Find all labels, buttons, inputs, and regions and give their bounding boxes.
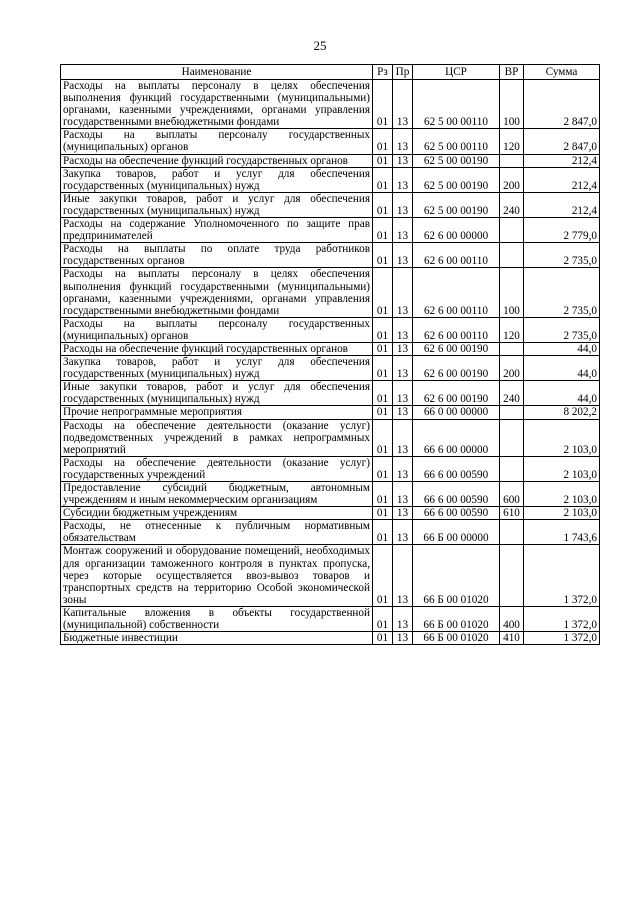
row-vr: 610: [500, 507, 524, 520]
row-rz: 01: [373, 154, 393, 167]
header-sum: Сумма: [524, 65, 600, 80]
row-name: Иные закупки товаров, работ и услуг для обеспечения государственных (муниципальных) нужд: [61, 381, 373, 406]
header-name: Наименование: [61, 65, 373, 80]
row-name: Закупка товаров, работ и услуг для обеспечения государственных (муниципальных) нужд: [61, 167, 373, 192]
row-sum: 8 202,2: [524, 406, 600, 419]
row-name: Расходы на обеспечение функций государственных органов: [61, 154, 373, 167]
row-name: Субсидии бюджетным учреждениям: [61, 507, 373, 520]
row-sum: 2 735,0: [524, 243, 600, 268]
row-name: Расходы на обеспечение функций государственных органов: [61, 342, 373, 355]
row-vr: [500, 545, 524, 606]
row-csr: 66 6 00 00590: [413, 482, 500, 507]
row-rz: 01: [373, 482, 393, 507]
row-sum: 2 103,0: [524, 419, 600, 456]
row-csr: 66 6 00 00590: [413, 456, 500, 481]
row-csr: 62 5 00 00110: [413, 80, 500, 129]
table-row: [61, 456, 600, 481]
row-pr: 13: [393, 381, 413, 406]
row-name: Расходы на выплаты персоналу в целях обеспечения выполнения функций государственными (муниципальными) органами, казенными учреждениями, органами управления государственными внебюджетными фондами: [61, 80, 373, 129]
row-name: Расходы на выплаты по оплате труда работников государственных органов: [61, 243, 373, 268]
row-rz: 01: [373, 507, 393, 520]
row-name: Расходы, не отнесенные к публичным нормативным обязательствам: [61, 520, 373, 545]
row-csr: 66 Б 00 01020: [413, 632, 500, 645]
table-row: [61, 419, 600, 456]
row-pr: 13: [393, 218, 413, 243]
row-vr: 120: [500, 129, 524, 154]
row-sum: 2 103,0: [524, 456, 600, 481]
row-rz: 01: [373, 218, 393, 243]
row-rz: 01: [373, 268, 393, 317]
row-rz: 01: [373, 192, 393, 217]
row-rz: 01: [373, 356, 393, 381]
row-vr: 100: [500, 268, 524, 317]
row-name: Прочие непрограммные мероприятия: [61, 406, 373, 419]
row-csr: 62 6 00 00110: [413, 317, 500, 342]
row-pr: 13: [393, 167, 413, 192]
table-row: [61, 507, 600, 520]
row-name: Иные закупки товаров, работ и услуг для обеспечения государственных (муниципальных) нужд: [61, 192, 373, 217]
row-vr: 240: [500, 381, 524, 406]
row-sum: 2 847,0: [524, 80, 600, 129]
row-name: Расходы на обеспечение деятельности (оказание услуг) государственных учреждений: [61, 456, 373, 481]
row-sum: 2 735,0: [524, 317, 600, 342]
row-pr: 13: [393, 406, 413, 419]
row-pr: 13: [393, 80, 413, 129]
row-sum: 2 103,0: [524, 482, 600, 507]
row-pr: 13: [393, 317, 413, 342]
row-pr: 13: [393, 154, 413, 167]
row-name: Монтаж сооружений и оборудование помещений, необходимых для организации таможенного контроля в пунктах пропуска, через которые осуществляется ввоз-вывоз товаров и транспортных средств на территорию Особой экономической зоны: [61, 545, 373, 606]
row-sum: 1 372,0: [524, 632, 600, 645]
row-csr: 62 6 00 00110: [413, 268, 500, 317]
row-vr: [500, 218, 524, 243]
row-csr: 66 Б 00 01020: [413, 545, 500, 606]
header-csr: ЦСР: [413, 65, 500, 80]
table-row: [61, 167, 600, 192]
row-pr: 13: [393, 507, 413, 520]
row-pr: 13: [393, 520, 413, 545]
row-rz: 01: [373, 632, 393, 645]
row-rz: 01: [373, 419, 393, 456]
row-vr: 240: [500, 192, 524, 217]
row-pr: 13: [393, 192, 413, 217]
row-pr: 13: [393, 482, 413, 507]
row-pr: 13: [393, 606, 413, 631]
row-rz: 01: [373, 317, 393, 342]
row-pr: 13: [393, 545, 413, 606]
table-row: [61, 243, 600, 268]
row-csr: 66 Б 00 01020: [413, 606, 500, 631]
table-row: [61, 606, 600, 631]
row-pr: 13: [393, 268, 413, 317]
table-row: [61, 342, 600, 355]
row-rz: 01: [373, 520, 393, 545]
table-row: [61, 545, 600, 606]
row-sum: 212,4: [524, 192, 600, 217]
row-csr: 62 5 00 00190: [413, 167, 500, 192]
row-name: Предоставление субсидий бюджетным, автономным учреждениям и иным некоммерческим организациям: [61, 482, 373, 507]
row-sum: 44,0: [524, 342, 600, 355]
row-pr: 13: [393, 456, 413, 481]
row-name: Расходы на выплаты персоналу государственных (муниципальных) органов: [61, 129, 373, 154]
row-vr: 200: [500, 356, 524, 381]
table-row: [61, 632, 600, 645]
table-row: [61, 356, 600, 381]
row-csr: 62 6 00 00190: [413, 356, 500, 381]
row-vr: [500, 154, 524, 167]
row-name: Расходы на содержание Уполномоченного по защите прав предпринимателей: [61, 218, 373, 243]
row-csr: 66 6 00 00590: [413, 507, 500, 520]
row-sum: 2 847,0: [524, 129, 600, 154]
row-sum: 2 735,0: [524, 268, 600, 317]
table-row: [61, 482, 600, 507]
row-name: Расходы на выплаты персоналу в целях обеспечения выполнения функций государственными (муниципальными) органами, казенными учреждениями, органами управления государственными внебюджетными фондами: [61, 268, 373, 317]
page-number: 25: [313, 38, 327, 53]
row-csr: 62 6 00 00190: [413, 342, 500, 355]
row-rz: 01: [373, 243, 393, 268]
row-vr: 100: [500, 80, 524, 129]
table-row: [61, 268, 600, 317]
row-rz: 01: [373, 456, 393, 481]
row-csr: 62 6 00 00190: [413, 381, 500, 406]
budget-table: [60, 64, 600, 645]
row-vr: 120: [500, 317, 524, 342]
row-vr: [500, 406, 524, 419]
row-pr: 13: [393, 632, 413, 645]
header-rz: Рз: [373, 65, 393, 80]
row-sum: 212,4: [524, 154, 600, 167]
row-vr: 200: [500, 167, 524, 192]
header-vr: ВР: [500, 65, 524, 80]
row-vr: 410: [500, 632, 524, 645]
table-row: [61, 192, 600, 217]
table-row: [61, 80, 600, 129]
table-row: [61, 154, 600, 167]
row-rz: 01: [373, 342, 393, 355]
row-vr: 600: [500, 482, 524, 507]
row-rz: 01: [373, 80, 393, 129]
header-pr: Пр: [393, 65, 413, 80]
table-row: [61, 317, 600, 342]
row-pr: 13: [393, 243, 413, 268]
row-csr: 66 Б 00 00000: [413, 520, 500, 545]
row-rz: 01: [373, 129, 393, 154]
table-body: [61, 80, 600, 645]
row-rz: 01: [373, 406, 393, 419]
row-sum: 1 372,0: [524, 606, 600, 631]
table-row: [61, 381, 600, 406]
row-name: Бюджетные инвестиции: [61, 632, 373, 645]
row-vr: [500, 419, 524, 456]
row-csr: 62 6 00 00000: [413, 218, 500, 243]
row-rz: 01: [373, 606, 393, 631]
row-pr: 13: [393, 419, 413, 456]
row-vr: [500, 456, 524, 481]
row-vr: 400: [500, 606, 524, 631]
row-rz: 01: [373, 545, 393, 606]
row-rz: 01: [373, 167, 393, 192]
row-name: Капитальные вложения в объекты государственной (муниципальной) собственности: [61, 606, 373, 631]
row-rz: 01: [373, 381, 393, 406]
row-name: Закупка товаров, работ и услуг для обеспечения государственных (муниципальных) нужд: [61, 356, 373, 381]
row-sum: 2 103,0: [524, 507, 600, 520]
row-sum: 212,4: [524, 167, 600, 192]
row-vr: [500, 342, 524, 355]
row-csr: 66 6 00 00000: [413, 419, 500, 456]
row-csr: 66 0 00 00000: [413, 406, 500, 419]
table-row: [61, 218, 600, 243]
row-vr: [500, 520, 524, 545]
row-csr: 62 5 00 00110: [413, 129, 500, 154]
row-csr: 62 5 00 00190: [413, 192, 500, 217]
row-pr: 13: [393, 356, 413, 381]
row-csr: 62 6 00 00110: [413, 243, 500, 268]
row-sum: 2 779,0: [524, 218, 600, 243]
row-sum: 44,0: [524, 356, 600, 381]
table-row: [61, 406, 600, 419]
row-sum: 1 743,6: [524, 520, 600, 545]
row-name: Расходы на выплаты персоналу государственных (муниципальных) органов: [61, 317, 373, 342]
row-vr: [500, 243, 524, 268]
row-name: Расходы на обеспечение деятельности (оказание услуг) подведомственных учреждений в рамках непрограммных мероприятий: [61, 419, 373, 456]
table-header-row: [61, 65, 600, 80]
row-csr: 62 5 00 00190: [413, 154, 500, 167]
row-pr: 13: [393, 129, 413, 154]
table-row: [61, 520, 600, 545]
row-sum: 44,0: [524, 381, 600, 406]
row-sum: 1 372,0: [524, 545, 600, 606]
row-pr: 13: [393, 342, 413, 355]
table-row: [61, 129, 600, 154]
